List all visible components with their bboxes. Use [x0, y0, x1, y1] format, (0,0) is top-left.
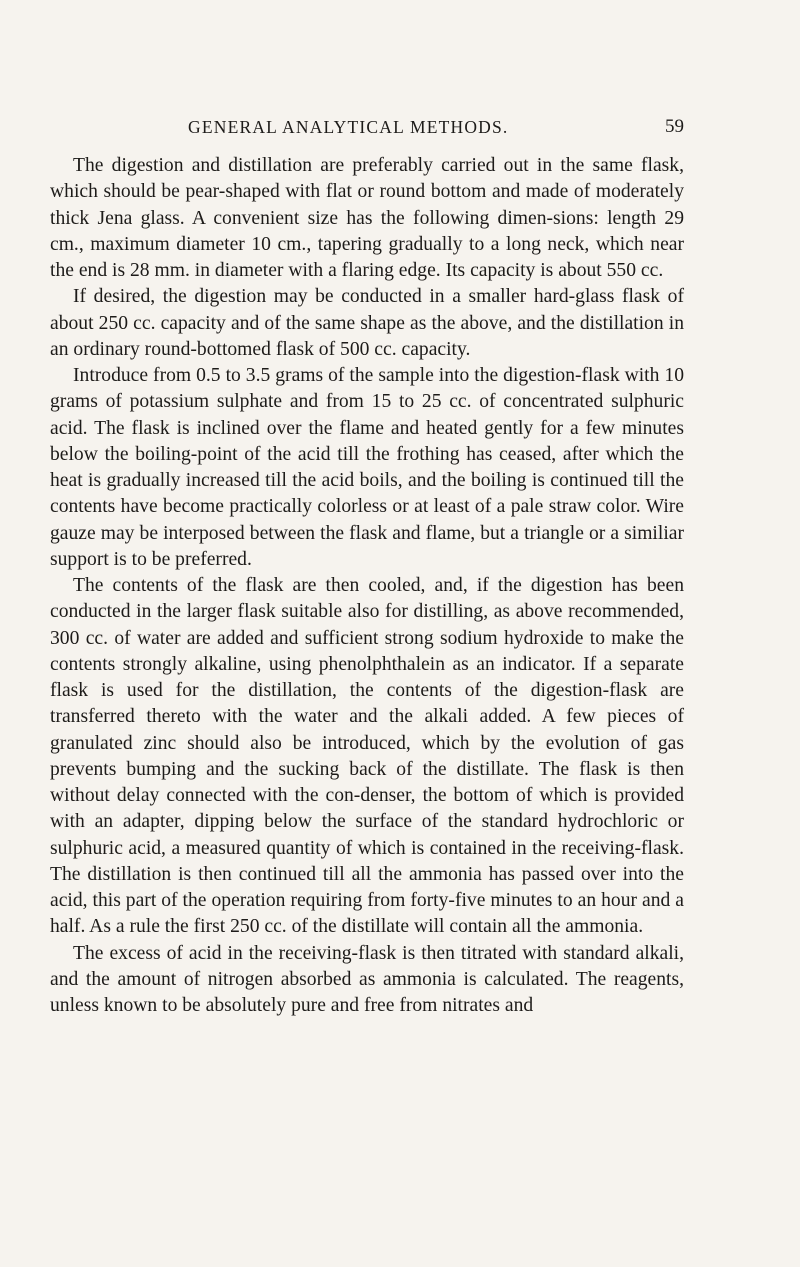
page-number: 59 [665, 116, 684, 137]
paragraph-flask-description: The digestion and distillation are preferably carried out in the same flask, which should be pear-shaped with flat or round bottom and made of moderately thick Jena glass. A convenient size has the following dimen-sions: length 29 cm., maximum diameter 10 cm., tapering gradually to a long neck, which near the end is 28 mm. in diameter with a flaring edge. Its capacity is about 550 cc. [50, 155, 684, 281]
running-head: GENERAL ANALYTICAL METHODS. [188, 117, 509, 137]
page-header [50, 114, 684, 140]
paragraph-smaller-flask: If desired, the digestion may be conducted in a smaller hard-glass flask of about 250 cc. capacity and of the same shape as the above, and the distillation in an ordinary round-bottomed flask of 500 cc. capacity. [50, 286, 684, 360]
paragraph-digestion-procedure: Introduce from 0.5 to 3.5 grams of the sample into the digestion-flask with 10 grams of potassium sulphate and from 15 to 25 cc. of concentrated sulphuric acid. The flask is inclined over the flame and heated gently for a few minutes below the boiling-point of the acid till the frothing has ceased, after which the heat is gradually increased till the acid boils, and the boiling is continued till the contents have become practically colorless or at least of a pale straw color. Wire gauze may be interposed between the flask and flame, but a triangle or a similiar support is to be preferred. [50, 365, 684, 570]
body-text [50, 153, 684, 1019]
paragraph-distillation-procedure: The contents of the flask are then cooled, and, if the digestion has been conducted in the larger flask suitable also for distilling, as above recommended, 300 cc. of water are added and sufficient strong sodium hydroxide to make the contents strongly alkaline, using phenolphthalein as an indicator. If a separate flask is used for the distillation, the contents of the digestion-flask are transferred thereto with the water and the alkali added. A few pieces of granulated zinc should also be introduced, which by the evolution of gas prevents bumping and the sucking back of the distillate. The flask is then without delay connected with the con-denser, the bottom of which is provided with an adapter, dipping below the surface of the standard hydrochloric or sulphuric acid, a measured quantity of which is contained in the receiving-flask. The distillation is then continued till all the ammonia has passed over into the acid, this part of the operation requiring from forty-five minutes to an hour and a half. As a rule the first 250 cc. of the distillate will contain all the ammonia. [50, 575, 684, 938]
paragraph-titration: The excess of acid in the receiving-flask is then titrated with standard alkali, and the amount of nitrogen absorbed as ammonia is calculated. The reagents, unless known to be absolutely pure and free from nitrates and [50, 942, 684, 1016]
